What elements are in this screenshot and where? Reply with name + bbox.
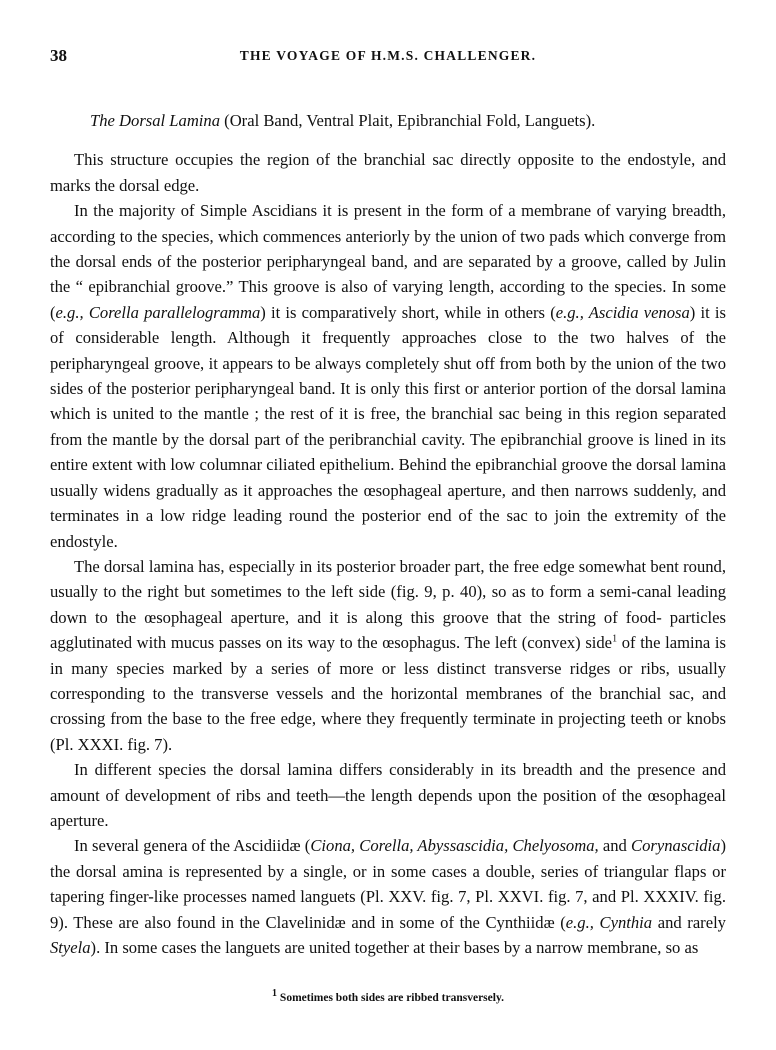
footnote-marker: 1 [272,988,278,1000]
paragraph-2: In the majority of Simple Ascidians it is present in the form of a membrane of varying breadth, according to the species, which commences anteriorly by the union of two pads which converge from the dorsal ends of the posterior peripharyngeal band, and are separated by a groove, called by Julin the “ epibranchial groove.” This groove is also of varying length, according to the species. In some (e.g., Corella parallelogramma) it is comparatively short, while in others (e.g., Ascidia venosa) it is of considerable length. Although it frequently approaches close to the two halves of the peripharyngeal groove, it appears to be always completely shut off from both by the union of the two sides of the posterior peripharyngeal band. It is only this first or anterior portion of the dorsal lamina which is united to the mantle ; the rest of it is free, the branchial sac being in this region separated from the mantle by the dorsal part of the peribranchial cavity. The epibranchial groove is lined in its entire extent with low columnar ciliated epithelium. Behind the epibranchial groove the dorsal lamina usually widens gradually as it approaches the œsophageal aperture, and then narrows suddenly, and terminates in a low ridge leading round the posterior end of the sac to join the extremity of the endostyle. [50,201,726,551]
footnote-text: Sometimes both sides are ribbed transversely. [277,992,504,1004]
page-number: 38 [50,46,67,65]
paragraph-1: This structure occupies the region of the branchial sac directly opposite to the endostyle, and marks the dorsal edge. [50,150,726,195]
section-title-italic: The Dorsal Lamina [90,111,221,130]
paragraph-4: In different species the dorsal lamina differs considerably in its breadth and the presence and amount of development of ribs and teeth—the length depends upon the position of the œsophageal aperture. [50,760,726,830]
running-head: THE VOYAGE OF H.M.S. CHALLENGER. [239,48,537,63]
footnote [50,988,726,1004]
paragraph-3: The dorsal lamina has, especially in its posterior broader part, the free edge somewhat bent round, usually to the right but sometimes to the left side (fig. 9, p. 40), so as to form a semi-canal leading down to the œsophageal aperture, and it is along this groove that the string of food- particles agglutinated with mucus passes on its way to the œsophagus. The left (convex) side$^1$ of the lamina is in many species marked by a series of more or less distinct transverse ridges or ribs, usually corresponding to the transverse vessels and the horizontal membranes of the branchial sac, and crossing from the base to the free edge, where they frequently terminate in projecting teeth or knobs (Pl. XXXI. fig. 7). [50,556,726,754]
body-text [50,108,726,960]
section-title-rest: (Oral Band, Ventral Plait, Epibranchial Fold, Languets). [220,111,596,130]
section-title [50,108,726,133]
page-header [50,46,726,70]
footnote-reference: 1 [612,633,618,645]
paragraph-5: In several genera of the Ascidiidæ (Ciona, Corella, Abyssascidia, Chelyosoma, and Corynascidia) the dorsal amina is represented by a single, or in some cases a double, series of triangular flaps or tapering finger-like processes named languets (Pl. XXV. fig. 7, Pl. XXVI. fig. 7, and Pl. XXXIV. fig. 9). These are also found in the Clavelinidæ and in some of the Cynthiidæ (e.g., Cynthia and rarely Styela). In some cases the languets are united together at their bases by a narrow membrane, so as [50,836,726,957]
